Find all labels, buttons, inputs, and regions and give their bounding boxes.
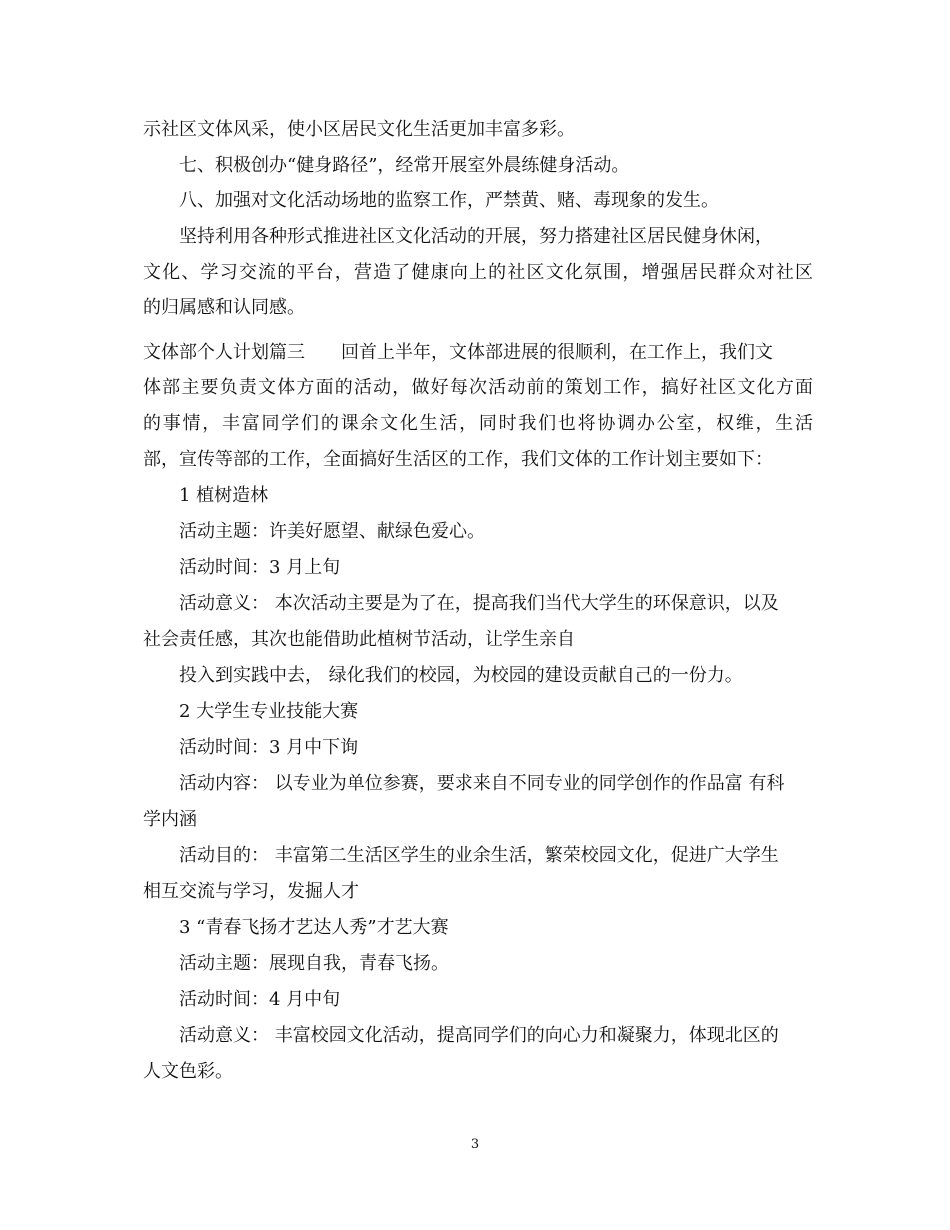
paragraph-line: 人文色彩。 (143, 1061, 233, 1082)
paragraph-line: 活动时间：3 月中下询 (179, 737, 359, 758)
paragraph-line: 的归属感和认同感。 (143, 297, 305, 318)
paragraph-line: 示社区文体风采，使小区居民文化生活更加丰富多彩。 (143, 119, 575, 140)
paragraph-line: 活动时间：3 月上旬 (179, 557, 341, 578)
paragraph-line: 投入到实践中去， 绿化我们的校园，为校园的建设贡献自己的一份力。 (179, 665, 743, 686)
paragraph-line: 相互交流与学习，发掘人才 (143, 881, 359, 902)
paragraph-line: 体部主要负责文体方面的活动，做好每次活动前的策划工作，搞好社区文化方面 (143, 377, 813, 398)
paragraph-line: 1 植树造林 (179, 485, 269, 506)
paragraph-line: 活动主题：展现自我，青春飞扬。 (179, 953, 449, 974)
paragraph-line: 八、加强对文化活动场地的监察工作，严禁黄、赌、毒现象的发生。 (179, 190, 719, 211)
paragraph-line: 3 “青春飞扬才艺达人秀”才艺大赛 (179, 917, 449, 938)
paragraph-line: 文化、学习交流的平台，营造了健康向上的社区文化氛围，增强居民群众对社区 (143, 262, 813, 283)
paragraph-line: 社会责任感，其次也能借助此植树节活动，让学生亲自 (143, 629, 575, 650)
paragraph-line: 部，宣传等部的工作，全面搞好生活区的工作，我们文体的工作计划主要如下： (143, 449, 773, 470)
paragraph-line: 活动主题：许美好愿望、献绿色爱心。 (179, 521, 485, 542)
paragraph-line: 2 大学生专业技能大赛 (179, 701, 359, 722)
paragraph-line: 活动目的： 丰富第二生活区学生的业余生活，繁荣校园文化，促进广大学生 (179, 845, 779, 866)
paragraph-line: 活动时间：4 月中旬 (179, 989, 341, 1010)
paragraph-line: 学内涵 (143, 809, 197, 830)
paragraph-line: 活动内容： 以专业为单位参赛，要求来自不同专业的同学创作的作品富 有科 (179, 773, 785, 794)
paragraph-line: 坚持利用各种形式推进社区文化活动的开展，努力搭建社区居民健身休闲， (179, 226, 773, 247)
paragraph-line: 的事情，丰富同学们的课余文化生活，同时我们也将协调办公室，权维，生活 (143, 413, 813, 434)
paragraph-line: 活动意义： 本次活动主要是为了在，提高我们当代大学生的环保意识，以及 (179, 593, 779, 614)
paragraph-line: 活动意义： 丰富校园文化活动，提高同学们的向心力和凝聚力，体现北区的 (179, 1025, 779, 1046)
page-number: 3 (470, 1137, 480, 1152)
paragraph-line: 文体部个人计划篇三 回首上半年，文体部进展的很顺利，在工作上，我们文 (143, 342, 773, 363)
paragraph-line: 七、积极创办“健身路径”，经常开展室外晨练健身活动。 (179, 155, 630, 176)
